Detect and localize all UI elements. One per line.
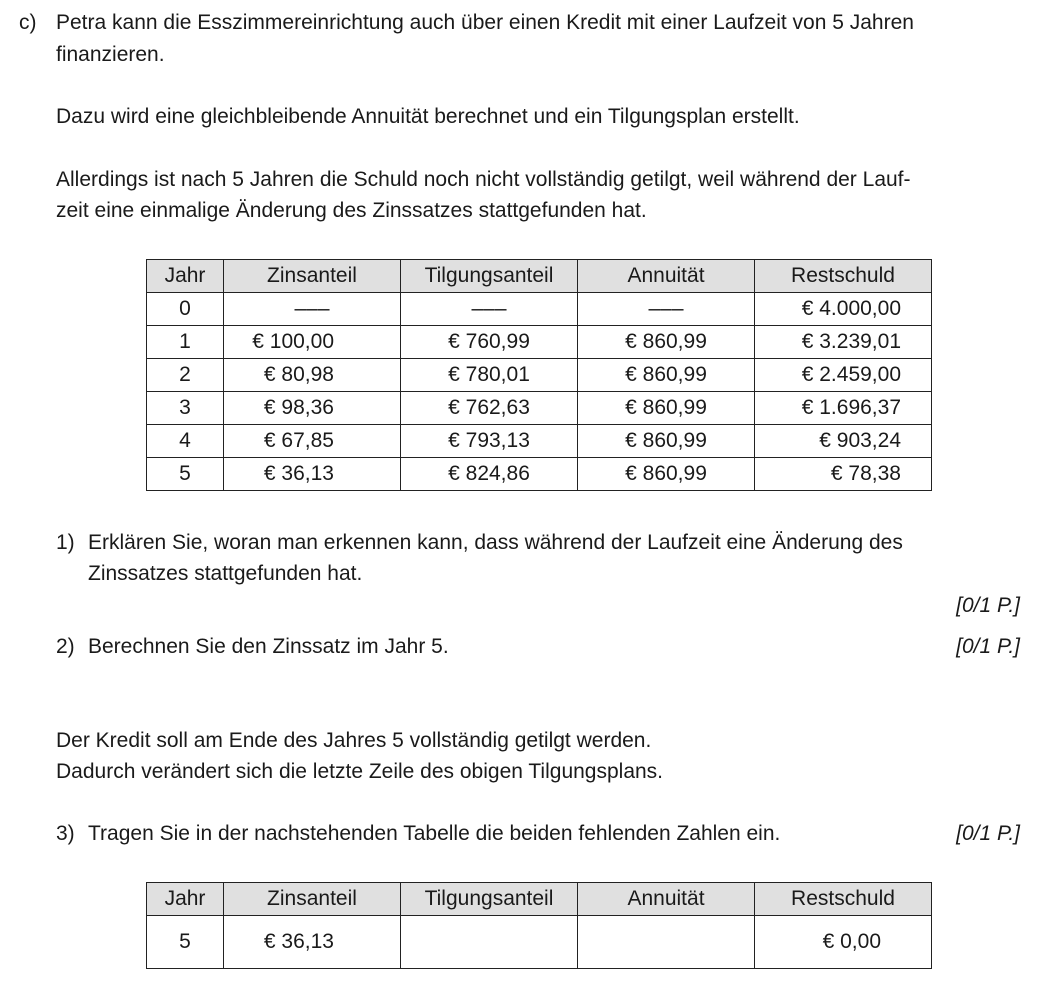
task-1-number: 1) xyxy=(56,531,75,554)
cell-jahr: 5 xyxy=(147,458,224,491)
header-zinsanteil: Zinsanteil xyxy=(224,883,401,916)
amortization-table xyxy=(146,259,932,491)
header-jahr: Jahr xyxy=(147,260,224,293)
cell-restschuld: € 2.459,00 xyxy=(801,363,901,386)
task-2-text: Berechnen Sie den Zinssatz im Jahr 5. xyxy=(88,635,449,658)
cell-annuitaet: € 860,99 xyxy=(578,425,755,458)
cell-tilgungsanteil: € 762,63 xyxy=(401,392,578,425)
table-row xyxy=(147,916,932,969)
paragraph-annuity: Dazu wird eine gleichbleibende Annuität berechnet und ein Tilgungsplan erstellt. xyxy=(56,105,800,128)
cell-restschuld: € 1.696,37 xyxy=(801,396,901,419)
cell-zinsanteil: € 67,85 xyxy=(263,429,334,452)
table-row xyxy=(147,359,932,392)
task-2-points: [0/1 P.] xyxy=(956,635,1020,658)
cell-restschuld: € 78,38 xyxy=(830,462,901,485)
cell-zinsanteil: ––– xyxy=(224,293,401,326)
paragraph-interest-change-2: zeit eine einmalige Änderung des Zinssatzes stattgefunden hat. xyxy=(56,199,647,222)
header-tilgungsanteil: Tilgungsanteil xyxy=(401,260,578,293)
task-1-line-1: Erklären Sie, woran man erkennen kann, dass während der Laufzeit eine Änderung des xyxy=(88,531,903,554)
task-2-number: 2) xyxy=(56,635,75,658)
cell-zinsanteil: € 100,00 xyxy=(252,330,334,353)
header-restschuld: Restschuld xyxy=(755,260,932,293)
header-tilgungsanteil: Tilgungsanteil xyxy=(401,883,578,916)
cell-tilgungsanteil: € 780,01 xyxy=(401,359,578,392)
paragraph-full-repayment-2: Dadurch verändert sich die letzte Zeile des obigen Tilgungsplans. xyxy=(56,760,664,783)
table-row xyxy=(147,293,932,326)
paragraph-interest-change-1: Allerdings ist nach 5 Jahren die Schuld noch nicht vollständig getilgt, weil während der Lauf- xyxy=(56,168,911,191)
header-zinsanteil: Zinsanteil xyxy=(224,260,401,293)
cell-annuitaet: ––– xyxy=(578,293,755,326)
task-1-line-2: Zinssatzes stattgefunden hat. xyxy=(88,562,363,585)
header-jahr: Jahr xyxy=(147,883,224,916)
cell-tilgungsanteil: € 760,99 xyxy=(401,326,578,359)
fill-in-table xyxy=(146,882,932,969)
intro-line-1: Petra kann die Esszimmereinrichtung auch über einen Kredit mit einer Laufzeit von 5 Jahren xyxy=(56,11,914,34)
cell-tilgungsanteil: € 793,13 xyxy=(401,425,578,458)
header-annuitaet: Annuität xyxy=(578,260,755,293)
cell-jahr: 5 xyxy=(147,916,224,969)
cell-restschuld: € 0,00 xyxy=(822,930,881,953)
cell-jahr: 0 xyxy=(147,293,224,326)
cell-zinsanteil: € 98,36 xyxy=(263,396,334,419)
table-row xyxy=(147,425,932,458)
task-3-points: [0/1 P.] xyxy=(956,822,1020,845)
cell-annuitaet: € 860,99 xyxy=(578,458,755,491)
header-annuitaet: Annuität xyxy=(578,883,755,916)
task-3-text: Tragen Sie in der nachstehenden Tabelle die beiden fehlenden Zahlen ein. xyxy=(88,822,781,845)
cell-zinsanteil: € 36,13 xyxy=(263,462,334,485)
table-row xyxy=(147,326,932,359)
cell-jahr: 1 xyxy=(147,326,224,359)
part-label: c) xyxy=(19,11,37,34)
paragraph-full-repayment-1: Der Kredit soll am Ende des Jahres 5 vollständig getilgt werden. xyxy=(56,729,652,752)
cell-tilgungsanteil-blank[interactable] xyxy=(401,916,578,969)
cell-restschuld: € 4.000,00 xyxy=(801,297,901,320)
cell-annuitaet: € 860,99 xyxy=(578,392,755,425)
table-row xyxy=(147,458,932,491)
task-3-number: 3) xyxy=(56,822,75,845)
cell-tilgungsanteil: € 824,86 xyxy=(401,458,578,491)
cell-restschuld: € 903,24 xyxy=(819,429,901,452)
cell-jahr: 4 xyxy=(147,425,224,458)
header-restschuld: Restschuld xyxy=(755,883,932,916)
cell-tilgungsanteil: ––– xyxy=(401,293,578,326)
cell-jahr: 2 xyxy=(147,359,224,392)
table-row xyxy=(147,392,932,425)
cell-jahr: 3 xyxy=(147,392,224,425)
cell-annuitaet: € 860,99 xyxy=(578,359,755,392)
cell-restschuld: € 3.239,01 xyxy=(801,330,901,353)
cell-annuitaet: € 860,99 xyxy=(578,326,755,359)
cell-zinsanteil: € 80,98 xyxy=(263,363,334,386)
cell-annuitaet-blank[interactable] xyxy=(578,916,755,969)
table-header-row xyxy=(147,883,932,916)
task-1-points: [0/1 P.] xyxy=(956,594,1020,617)
cell-zinsanteil: € 36,13 xyxy=(263,930,334,953)
intro-line-2: finanzieren. xyxy=(56,43,165,66)
table-header-row xyxy=(147,260,932,293)
